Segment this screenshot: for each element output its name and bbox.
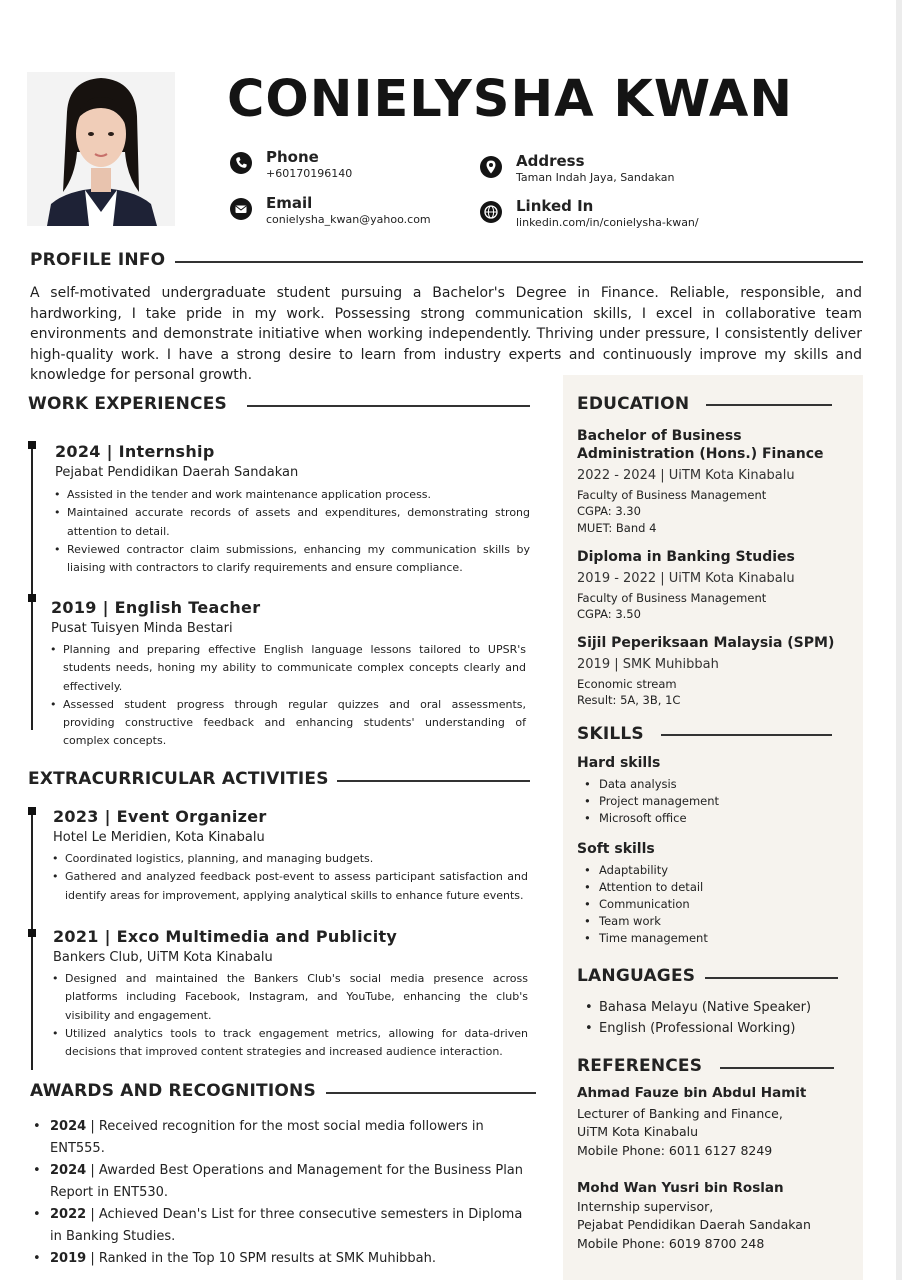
candidate-name: CONIELYSHA KWAN <box>227 70 794 129</box>
phone-icon <box>230 152 252 174</box>
award-year: 2019 <box>50 1251 87 1266</box>
timeline-marker <box>28 807 36 815</box>
activity-organization: Hotel Le Meridien, Kota Kinabalu <box>53 830 265 845</box>
activity-organization: Bankers Club, UiTM Kota Kinabalu <box>53 950 273 965</box>
list-item: • Designed and maintained the Bankers Club's social media presence across platforms including Facebook, Instagram, and YouTube, enhancing the club's visibility and engagement. <box>51 970 528 1025</box>
job-organization: Pejabat Pendidikan Daerah Sandakan <box>55 465 299 480</box>
soft-skills-list <box>577 862 827 947</box>
job-title: 2019 | English Teacher <box>51 598 261 617</box>
reference-detail: Pejabat Pendidikan Daerah Sandakan <box>577 1217 811 1232</box>
extracurricular-section-title: EXTRACURRICULAR ACTIVITIES <box>28 769 329 789</box>
languages-list <box>577 997 847 1039</box>
award-text: | Awarded Best Operations and Management for the Business Plan Report in ENT530. <box>50 1163 524 1200</box>
list-item: • Planning and preparing effective English language lessons tailored to UPSR's students needs, honing my ability to communicate complex concepts clearly and effectively. <box>49 641 526 696</box>
section-divider <box>247 405 530 407</box>
list-item: • Project management <box>577 793 827 810</box>
contact-label: Email <box>266 194 313 212</box>
list-item: • Gathered and analyzed feedback post-event to assess participant satisfaction and identify areas for improvement, applying analytical skills to enhance future events. <box>51 868 528 905</box>
education-detail: CGPA: 3.50 <box>577 607 641 621</box>
section-divider <box>326 1092 536 1094</box>
reference-detail: Lecturer of Banking and Finance, <box>577 1106 783 1121</box>
education-period: 2019 - 2022 | UiTM Kota Kinabalu <box>577 571 795 586</box>
hard-skills-list <box>577 776 827 827</box>
education-detail: CGPA: 3.30 <box>577 504 641 518</box>
award-text: | Received recognition for the most social media followers in ENT555. <box>50 1119 484 1156</box>
timeline-marker <box>28 929 36 937</box>
list-item: • Utilized analytics tools to track engagement metrics, allowing for data-driven decisions that improved content strategies and increased audience interaction. <box>51 1025 528 1062</box>
list-item: • Bahasa Melayu (Native Speaker) <box>577 997 847 1018</box>
award-text: | Ranked in the Top 10 SPM results at SMK Muhibbah. <box>86 1251 437 1266</box>
award-year: 2024 <box>50 1119 87 1134</box>
section-divider <box>705 977 838 979</box>
job-bullets <box>53 486 530 577</box>
contact-value: Taman Indah Jaya, Sandakan <box>516 171 675 184</box>
list-item: • English (Professional Working) <box>577 1018 847 1039</box>
activity-bullets <box>51 970 528 1061</box>
activity-title: 2021 | Exco Multimedia and Publicity <box>53 927 398 946</box>
section-divider <box>337 780 530 782</box>
contact-value: linkedin.com/in/conielysha-kwan/ <box>516 216 699 229</box>
reference-detail: Mobile Phone: 6019 8700 248 <box>577 1236 765 1251</box>
profile-summary: A self-motivated undergraduate student pursuing a Bachelor's Degree in Finance. Reliable, responsible, and hardworking, I take pride in my work. Possessing strong communication skills, I excel in collaborative team environments and demonstrate initiative when working independently. Thriving under pressure, I consistently deliver high-quality work. I have a strong desire to learn from industry experts and continuously improve my skills and knowledge for personal growth. <box>30 285 862 384</box>
degree-title: Diploma in Banking Studies <box>577 549 795 565</box>
reference-name: Ahmad Fauze bin Abdul Hamit <box>577 1085 807 1101</box>
section-divider <box>706 404 832 406</box>
list-item <box>30 1248 530 1270</box>
location-pin-icon <box>480 156 502 178</box>
timeline-line <box>31 810 33 1070</box>
job-organization: Pusat Tuisyen Minda Bestari <box>51 621 233 636</box>
list-item: • Adaptability <box>577 862 827 879</box>
education-period: 2022 - 2024 | UiTM Kota Kinabalu <box>577 468 795 483</box>
profile-photo <box>27 72 175 226</box>
list-item <box>30 1160 530 1204</box>
education-detail: Result: 5A, 3B, 1C <box>577 693 681 707</box>
contact-label: Phone <box>266 148 319 166</box>
list-item: • Attention to detail <box>577 879 827 896</box>
skills-section-title: SKILLS <box>577 724 644 744</box>
languages-section-title: LANGUAGES <box>577 966 696 986</box>
list-item: • Maintained accurate records of assets and expenditures, demonstrating strong attention to detail. <box>53 504 530 541</box>
activity-title: 2023 | Event Organizer <box>53 807 267 826</box>
education-detail: Faculty of Business Management <box>577 488 767 502</box>
reference-detail: Mobile Phone: 6011 6127 8249 <box>577 1143 773 1158</box>
list-item: • Assisted in the tender and work maintenance application process. <box>53 486 530 504</box>
page-edge <box>896 0 902 1280</box>
list-item: • Assessed student progress through regular quizzes and oral assessments, providing constructive feedback and enhancing students' understanding of complex concepts. <box>49 696 526 751</box>
degree-title: Bachelor of Business <box>577 428 742 444</box>
contact-value: conielysha_kwan@yahoo.com <box>266 213 431 226</box>
soft-skills-title: Soft skills <box>577 841 655 857</box>
awards-section-title: AWARDS AND RECOGNITIONS <box>30 1081 316 1101</box>
education-detail: Economic stream <box>577 677 677 691</box>
education-detail: MUET: Band 4 <box>577 521 657 535</box>
contact-label: Linked In <box>516 197 594 215</box>
contact-value: +60170196140 <box>266 167 353 180</box>
list-item: • Team work <box>577 913 827 930</box>
list-item: • Time management <box>577 930 827 947</box>
job-title: 2024 | Internship <box>55 442 215 461</box>
list-item: • Reviewed contractor claim submissions, enhancing my communication skills by liaising with contractors to clarify requirements and ensure compliance. <box>53 541 530 578</box>
activity-bullets <box>51 850 528 905</box>
globe-icon <box>480 201 502 223</box>
section-divider <box>720 1067 834 1069</box>
email-icon <box>230 198 252 220</box>
timeline-line <box>31 444 33 730</box>
education-detail: Faculty of Business Management <box>577 591 767 605</box>
award-year: 2022 <box>50 1207 87 1222</box>
degree-title: Administration (Hons.) Finance <box>577 446 824 462</box>
hard-skills-title: Hard skills <box>577 755 661 771</box>
work-section-title: WORK EXPERIENCES <box>28 394 227 414</box>
list-item <box>30 1204 530 1248</box>
timeline-marker <box>28 441 36 449</box>
reference-name: Mohd Wan Yusri bin Roslan <box>577 1180 784 1196</box>
references-section-title: REFERENCES <box>577 1056 703 1076</box>
award-text: | Achieved Dean's List for three consecutive semesters in Diploma in Banking Studies. <box>50 1207 523 1244</box>
education-period: 2019 | SMK Muhibbah <box>577 657 719 672</box>
job-bullets <box>49 641 526 751</box>
timeline-marker <box>28 594 36 602</box>
award-year: 2024 <box>50 1163 87 1178</box>
education-section-title: EDUCATION <box>577 394 690 414</box>
list-item: • Microsoft office <box>577 810 827 827</box>
section-divider <box>175 261 863 263</box>
reference-detail: UiTM Kota Kinabalu <box>577 1124 699 1139</box>
awards-list <box>30 1116 530 1270</box>
list-item: • Coordinated logistics, planning, and managing budgets. <box>51 850 528 868</box>
degree-title: Sijil Peperiksaan Malaysia (SPM) <box>577 635 835 651</box>
contact-label: Address <box>516 152 585 170</box>
reference-detail: Internship supervisor, <box>577 1199 714 1214</box>
list-item <box>30 1116 530 1160</box>
list-item: • Data analysis <box>577 776 827 793</box>
profile-section-title: PROFILE INFO <box>30 250 166 270</box>
section-divider <box>661 734 832 736</box>
list-item: • Communication <box>577 896 827 913</box>
